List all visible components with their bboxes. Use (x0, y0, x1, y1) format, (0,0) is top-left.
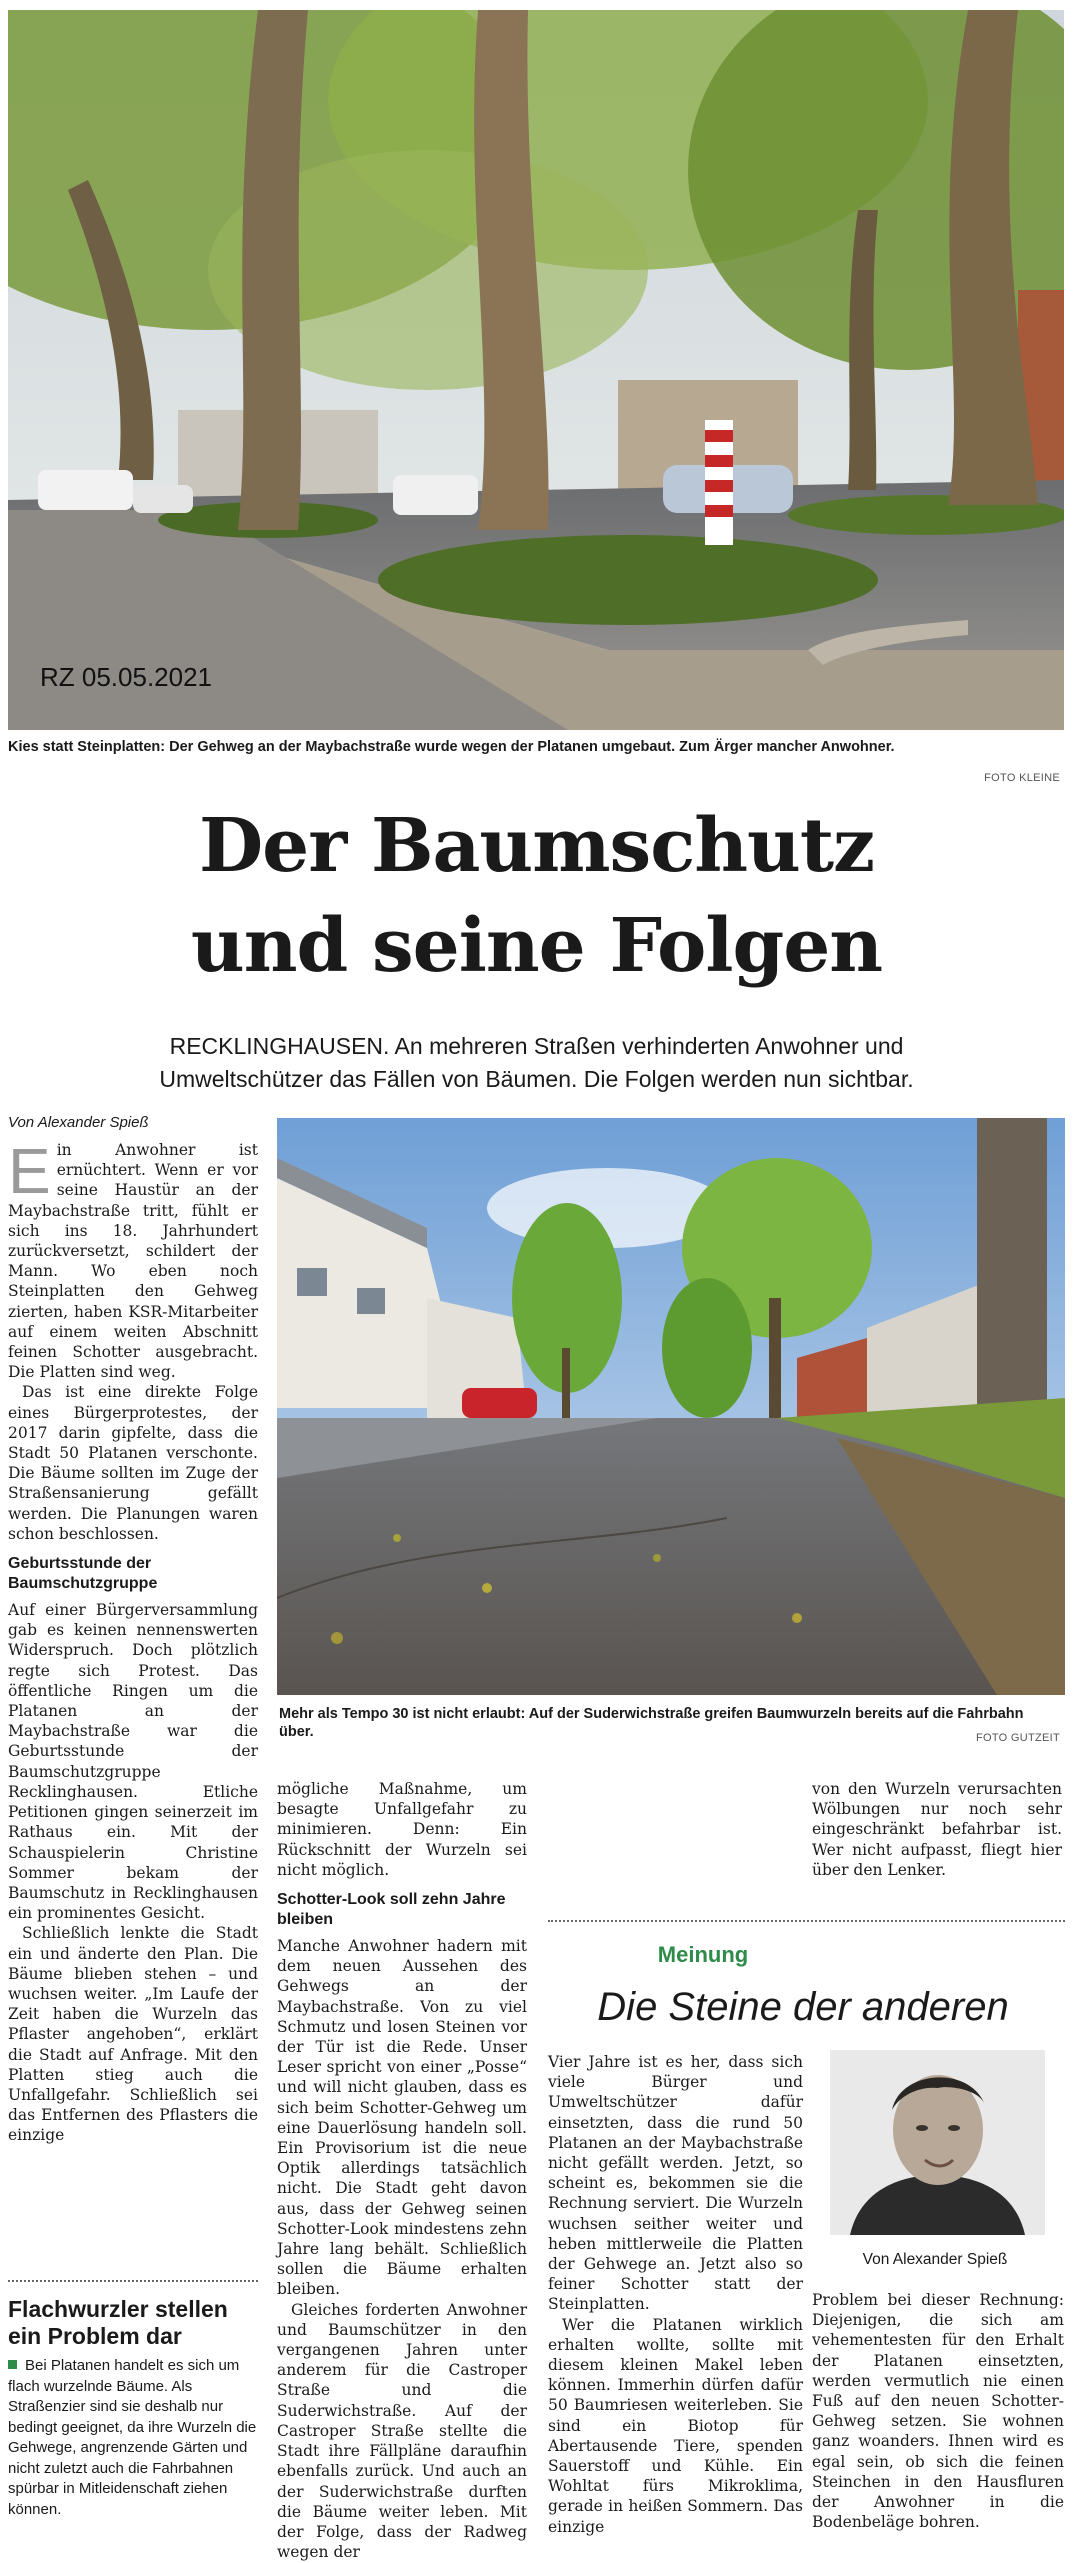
article-paragraph: von den Wurzeln verursachten Wölbungen nur noch sehr eingeschränkt befahrbar ist. Wer nicht aufpasst, fliegt hier über den Lenker. (812, 1780, 1062, 1879)
article-paragraph: Schließlich lenkte die Stadt ein und änderte den Plan. Die Bäume blieben stehen – und wuchsen weiter. „Im Laufe der Zeit haben die Wurzeln das Pflaster angehoben“, erklärt die Stadt auf Anfrage. Mit den Platten stieg auch die Unfallgefahr. Schließlich sei das Entfernen des Pflasters die einzige (8, 1924, 258, 2145)
article-column-4 (812, 1779, 1062, 1880)
article-paragraph: Auf einer Bürgerversammlung gab es keinen nennenswerten Widerspruch. Doch plötzlich regte sich Protest. Das öffentliche Ringen um die Platanen an der Maybachstraße war die Geburtsstunde der Baumschutzgruppe Recklinghausen. Etliche Petitionen gingen seinerzeit im Rathaus ein. Mit der Schauspielerin Christine Sommer bekam der Baumschutz in Recklinghausen ein prominentes Gesicht. (8, 1601, 258, 1923)
meinung-column-2 (812, 2290, 1064, 2532)
green-bullet-icon (8, 2360, 17, 2369)
infobox-text: Bei Platanen handelt es sich um flach wurzelnde Bäume. Als Straßenzier sind sie deshalb nur bedingt geeignet, da ihre Wurzeln die Gehwege, angrenzende Gärten und nicht zuletzt auch die Fahrbahnen spürbar in Mitleidenschaft ziehen können. (8, 2357, 257, 2518)
article-paragraph: mögliche Maßnahme, um besagte Unfallgefahr zu minimieren. Denn: Ein Rückschnitt der Wurzeln sei nicht möglich. (277, 1780, 527, 1879)
separator-infobox (8, 2280, 258, 2282)
meinung-paragraph: Vier Jahre ist es her, dass sich viele Bürger und Umweltschützer dafür einsetzten, dass die rund 50 Platanen an der Maybachstraße nicht gefällt werden. Jetzt, so scheint es, bekommen sie die Rechnung serviert. Die Wurzeln wuchsen seither weiter und heben mittlerweile die Platten der Gehwege an. Jetzt also so feiner Schotter statt der Steinplatten. (548, 2053, 803, 2314)
teaser-line-2: Umweltschützer das Fällen von Bäumen. Die Folgen werden nun sichtbar. (159, 1066, 914, 1092)
infobox-text-container (8, 2356, 258, 2520)
separator-meinung (548, 1920, 1065, 1922)
teaser-line-1: RECKLINGHAUSEN. An mehreren Straßen verhinderten Anwohner und (169, 1033, 904, 1059)
article-column-2 (277, 1779, 527, 2562)
author-portrait (830, 2050, 1045, 2235)
article-paragraph: Gleiches forderten Anwohner und Baumschützer in den vergangenen Jahren unter anderem für die Castroper Straße und die Suderwichstraße. Auf der Castroper Straße stellte die Stadt ihre Fällpläne daraufhin ebenfalls zurück. Und auch an der Suderwichstraße durften die Bäume weiter leben. Mit der Folge, dass der Radweg wegen der (277, 2300, 527, 2562)
meinung-column-1 (548, 2052, 803, 2537)
subheading-schotter-look: Schotter-Look soll zehn Jahre bleiben (277, 1891, 506, 1929)
meinung-paragraph: Problem bei dieser Rechnung: Diejenigen, die sich am vehementesten für den Erhalt der Platanen einsetzten, werden vermutlich nie einen Fuß auf den neuen Schotter-Gehweg setzen. Sie wohnen ganz woanders. Ihnen wird es egal sein, ob sich die feinen Steinchen in den Hausfluren der Anwohner in die Bodenbeläge bohren. (812, 2291, 1064, 2532)
meinung-paragraph: Wer die Platanen wirklich erhalten wollte, sollte mit diesem kleinen Makel leben können. Immerhin dürfen dafür 50 Baumriesen weiterleben. Sie sind ein Biotop für Abertausende Tiere, spenden Sauerstoff und Kühle. Ein Wohltat fürs Mikroklima, gerade in heißen Sommern. Das einzige (548, 2315, 803, 2536)
photo-suderwichstrasse (277, 1118, 1065, 1695)
article-column-1 (8, 1135, 258, 2146)
dropcap: E (8, 1135, 51, 1207)
photo-mid-credit: FOTO GUTZEIT (975, 1732, 1060, 1744)
photo-mid-caption: Mehr als Tempo 30 ist nicht erlaubt: Auf der Suderwichstraße greifen Baumwurzeln bereits auf die Fahrbahn über. (279, 1706, 1024, 1740)
date-stamp: RZ 05.05.2021 (40, 662, 213, 692)
hero-photo-credit: FOTO KLEINE (984, 772, 1060, 784)
article-paragraph: Das ist eine direkte Folge eines Bürgerprotestes, der 2017 darin gipfelte, dass die Stadt 50 Platanen verschonte. Die Bäume sollten im Zuge der Straßensanierung gefällt werden. Die Planungen waren schon beschlossen. (8, 1383, 258, 1543)
hero-photo-caption: Kies statt Steinplatten: Der Gehweg an der Maybachstraße wurde wegen der Platanen umgebaut. Zum Ärger mancher Anwohner. (8, 739, 895, 755)
author-portrait-caption: Von Alexander Spieß (862, 2251, 1008, 2268)
meinung-title: Die Steine der anderen (597, 1985, 1009, 2029)
hero-photo-maybachstrasse (8, 10, 1064, 730)
headline-line-2: und seine Folgen (190, 903, 883, 989)
subheading-geburtsstunde: Geburtsstunde der Baumschutzgruppe (8, 1555, 158, 1593)
article-paragraph: in Anwohner ist ernüchtert. Wenn er vor seine Haustür an der Maybachstraße tritt, fühlt er sich ins 18. Jahrhundert zurückversetzt, schildert der Mann. Wo eben noch Steinplatten den Gehweg zierten, haben KSR-Mitarbeiter auf einem weiten Abschnitt feinen Schotter ausgebracht. Die Platten sind weg. (8, 1141, 258, 1382)
article-paragraph: Manche Anwohner hadern mit dem neuen Aussehen des Gehwegs an der Maybachstraße. Von zu viel Schmutz und losen Steinen vor der Tür ist die Rede. Unser Leser spricht von einer „Posse“ und will nicht glauben, dass es sich beim Schotter-Gehweg um eine Dauerlösung handeln soll. Ein Provisorium ist die neue Optik allerdings tatsächlich nicht. Die Stadt geht davon aus, dass der Gehweg seinen Schotter-Look mindestens zehn Jahre lang behält. Schließlich sollen die Bäume erhalten bleiben. (277, 1937, 527, 2299)
byline: Von Alexander Spieß (8, 1114, 149, 1131)
headline-line-1: Der Baumschutz (198, 803, 875, 889)
meinung-kicker: Meinung (657, 1942, 749, 1967)
infobox-title: Flachwurzler stellen ein Problem dar (8, 2296, 228, 2349)
